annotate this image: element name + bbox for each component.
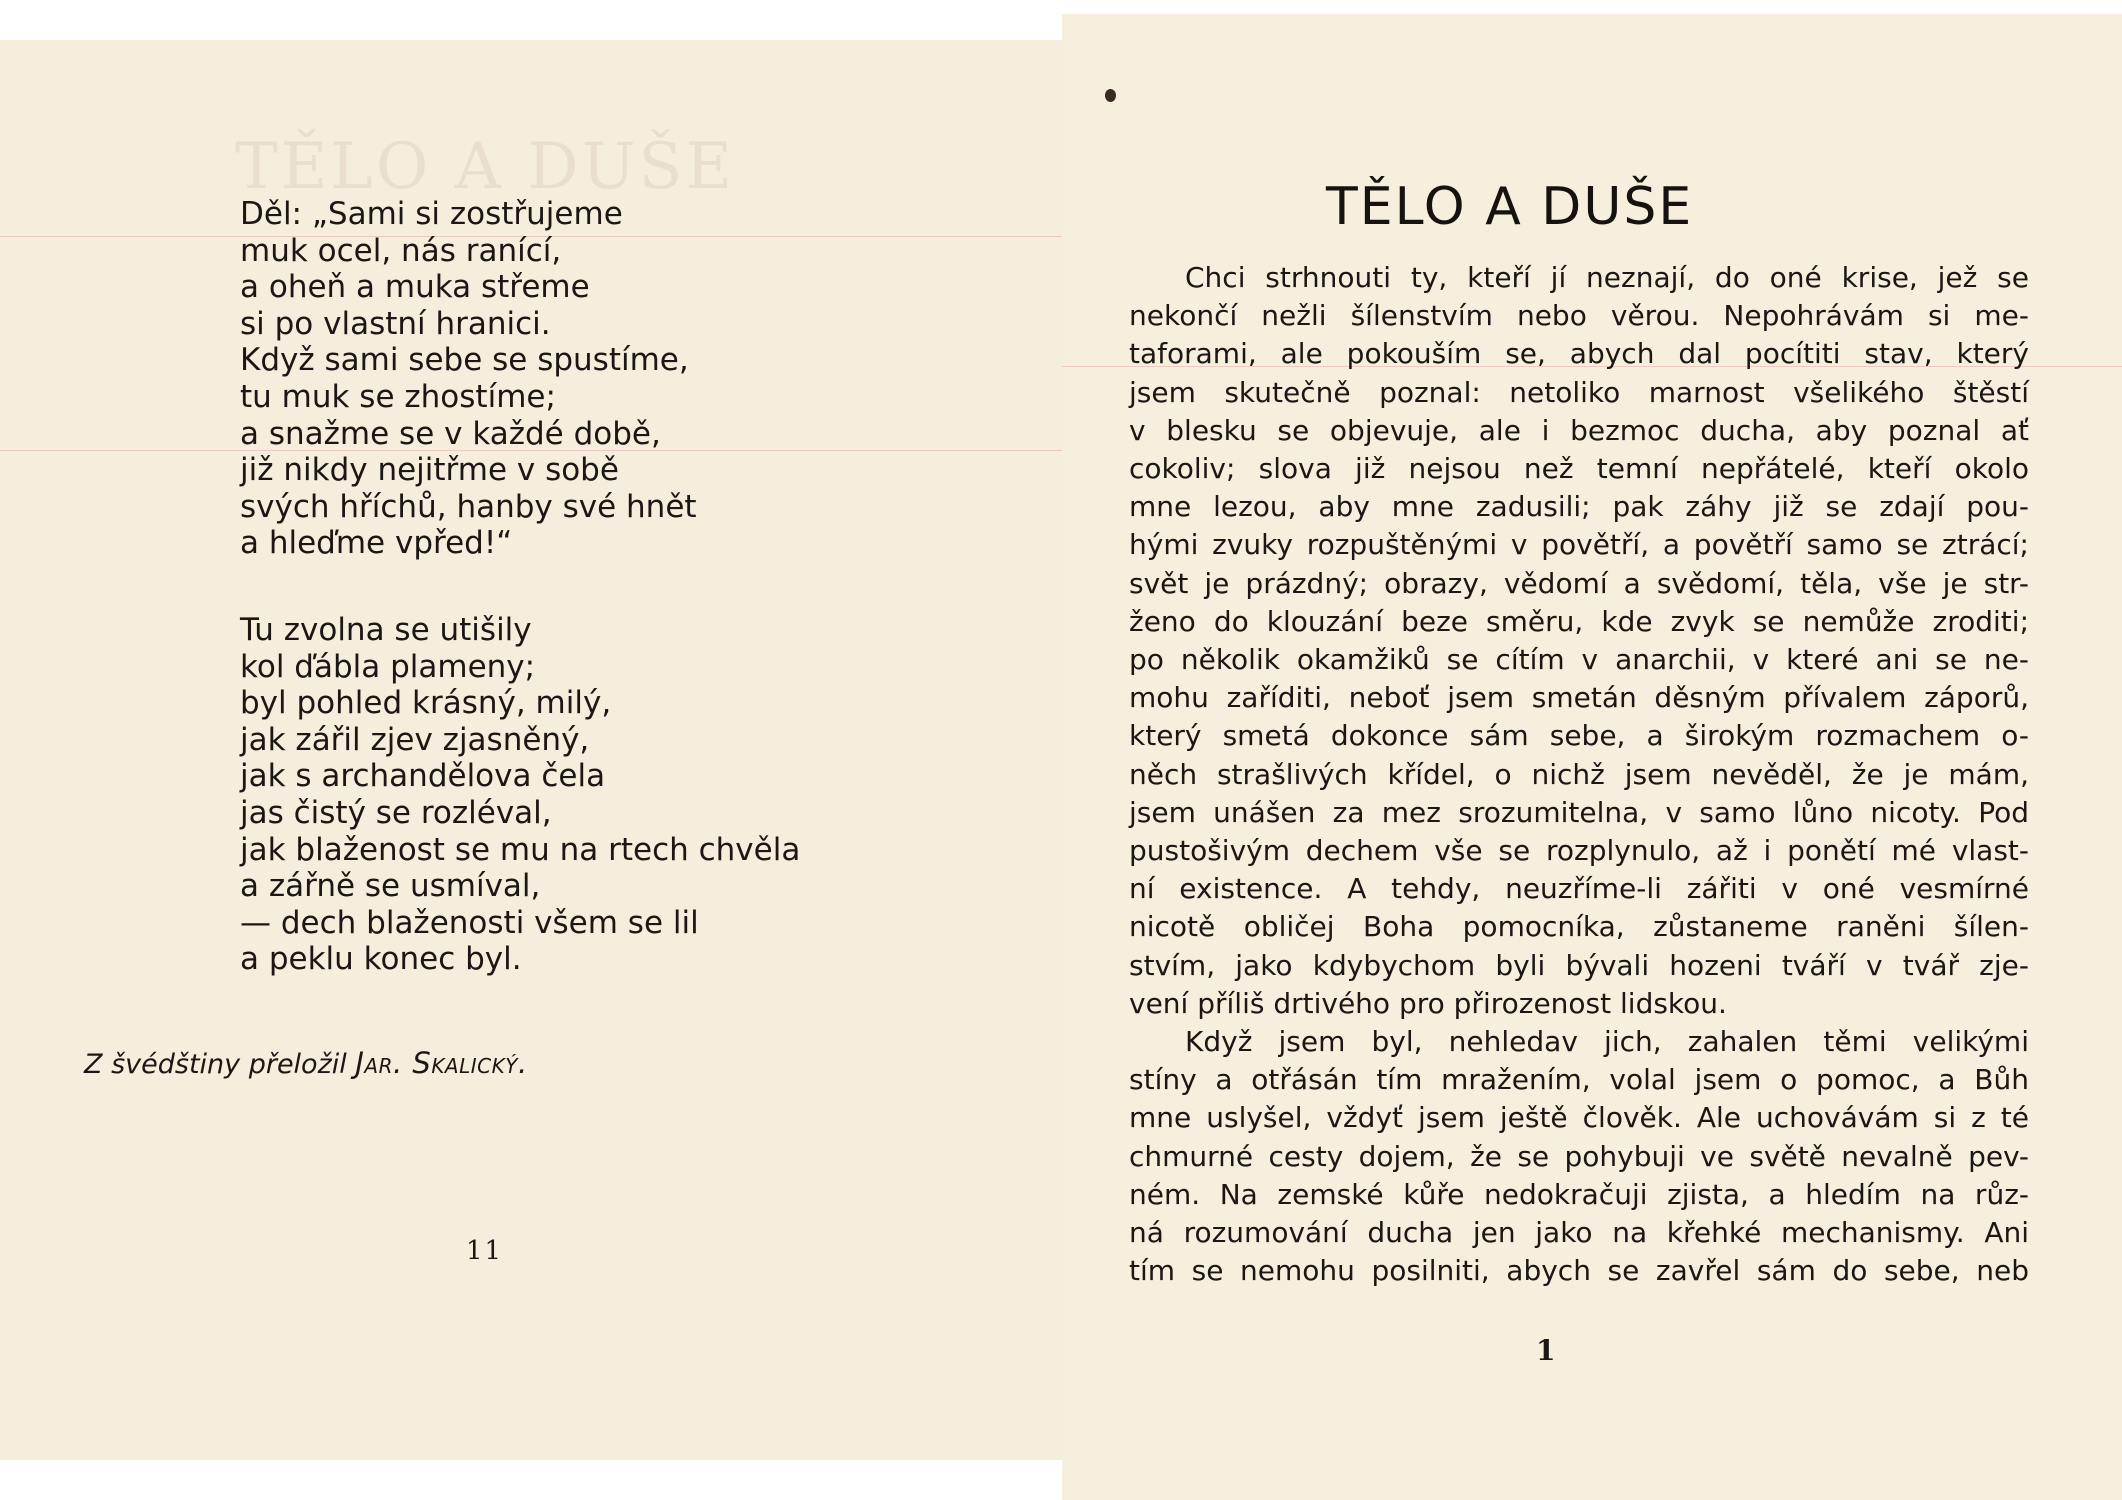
text-line: nicotě obličej Boha pomocníka, zůstaneme raněni šílen- [1129, 910, 2029, 944]
poem [240, 196, 800, 1028]
poem-line: kol ďábla plameny; [240, 648, 536, 685]
credit-prefix: Z švédštiny přeložil [84, 1049, 347, 1080]
poem-stanza [240, 612, 800, 978]
page-title: TĚLO A DUŠE [1326, 176, 1694, 237]
text-line: svět je prázdný; obrazy, vědomí a svědomí, těla, vše je str- [1129, 566, 2029, 600]
poem-line: již nikdy nejitřme v sobě [240, 452, 619, 489]
poem-line: Když sami sebe se spustíme, [240, 342, 689, 379]
poem-stanza [240, 196, 800, 562]
text-line: ná rozumování ducha jen jako na křehké mechanismy. Ani [1129, 1216, 2029, 1250]
translator-credit [84, 1046, 528, 1080]
bleed-through-title: TĚLO A DUŠE [235, 130, 736, 204]
text-line: mohu zaříditi, neboť jsem smetán děsným přívalem záporů, [1129, 681, 2029, 715]
text-line: stvím, jako kdybychom byli bývali hozeni tváří v tvář zje- [1129, 948, 2029, 982]
text-line: hými zvuky rozpuštěnými v povětří, a povětří samo se ztrácí; [1129, 528, 2029, 562]
page-number-right: 1 [1536, 1334, 1556, 1367]
text-line: Když jsem byl, nehledav jich, zahalen těmi velikými [1185, 1025, 2029, 1059]
text-line: chmurné cesty dojem, že se pohybuji ve světě nevalně pev- [1129, 1139, 2029, 1173]
text-line: taforami, ale pokouším se, abych dal pocítiti stav, který [1129, 337, 2029, 371]
poem-line: a snažme se v každé době, [240, 415, 661, 452]
body-text [1129, 259, 2029, 1290]
poem-line: a hleďme vpřed!“ [240, 525, 513, 562]
poem-line: tu muk se zhostíme; [240, 378, 556, 415]
text-line: mne uslyšel, vždyť jsem ještě člověk. Ale uchovávám si z té [1129, 1101, 2029, 1135]
text-line: Chci strhnouti ty, kteří jí neznají, do oné krise, jež se [1185, 261, 2029, 294]
poem-line: a peklu konec byl. [240, 941, 522, 978]
poem-line: byl pohled krásný, milý, [240, 685, 612, 722]
poem-line: svých hříchů, hanby své hnět [240, 488, 697, 525]
poem-line: muk ocel, nás ranící, [240, 232, 562, 269]
poem-line: — dech blaženosti všem se lil [240, 904, 699, 941]
text-line: jsem skutečně poznal: netoliko marnost všelikého štěstí [1129, 375, 2029, 409]
text-line: pustošivým dechem vše se rozplynulo, až i ponětí mé vlast- [1129, 834, 2029, 868]
right-page [1062, 14, 2122, 1500]
poem-line: Děl: „Sami si zostřujeme [240, 196, 623, 232]
text-line: ní existence. A tehdy, neuzříme-li zářiti v oné vesmírné [1129, 872, 2029, 906]
poem-line: jas čistý se rozléval, [240, 794, 552, 831]
text-line: jsem unášen za mez srozumitelna, v samo lůno nicoty. Pod [1129, 795, 2029, 829]
text-line: stíny a otřásán tím mražením, volal jsem o pomoc, a Bůh [1129, 1063, 2029, 1097]
ink-spot [1105, 89, 1116, 102]
poem-line: a oheň a muka střeme [240, 269, 590, 306]
text-line: v blesku se objevuje, ale i bezmoc ducha, aby poznal ať [1129, 413, 2029, 447]
left-page [0, 40, 1062, 1460]
text-line: mne lezou, aby mne zadusili; pak záhy již se zdají pou- [1129, 490, 2029, 524]
text-line: nekončí nežli šílenstvím nebo věrou. Nepohrávám si me- [1129, 299, 2029, 333]
poem-line: jak s archandělova čela [240, 758, 606, 795]
text-line: ném. Na zemské kůře nedokračuji zjista, a hledím na růz- [1129, 1177, 2029, 1211]
page-number-left: 11 [466, 1236, 504, 1266]
text-line: vení příliš drtivého pro přirozenost lidskou. [1129, 986, 1727, 1020]
text-line: po několik okamžiků se cítím v anarchii, v které ani se ne- [1129, 643, 2029, 677]
poem-line: jak blaženost se mu na rtech chvěla [240, 831, 801, 868]
text-line: ženo do klouzání beze směru, kde zvyk se nemůže zroditi; [1129, 604, 2029, 638]
poem-line: jak zářil zjev zjasněný, [240, 721, 590, 758]
poem-line: a zářně se usmíval, [240, 868, 541, 905]
text-line: něch strašlivých křídel, o nichž jsem nevěděl, že je mám, [1129, 757, 2029, 791]
poem-line: si po vlastní hranici. [240, 305, 551, 342]
text-line: který smetá dokonce sám sebe, a širokým rozmachem o- [1129, 719, 2029, 753]
text-line: cokoliv; slova již nejsou než temní nepřátelé, kteří okolo [1129, 452, 2029, 486]
text-line: tím se nemohu posilniti, abych se zavřel sám do sebe, neb [1129, 1254, 2029, 1288]
translator-name: Jar. Skalický. [355, 1046, 528, 1080]
poem-line: Tu zvolna se utišily [240, 611, 532, 648]
